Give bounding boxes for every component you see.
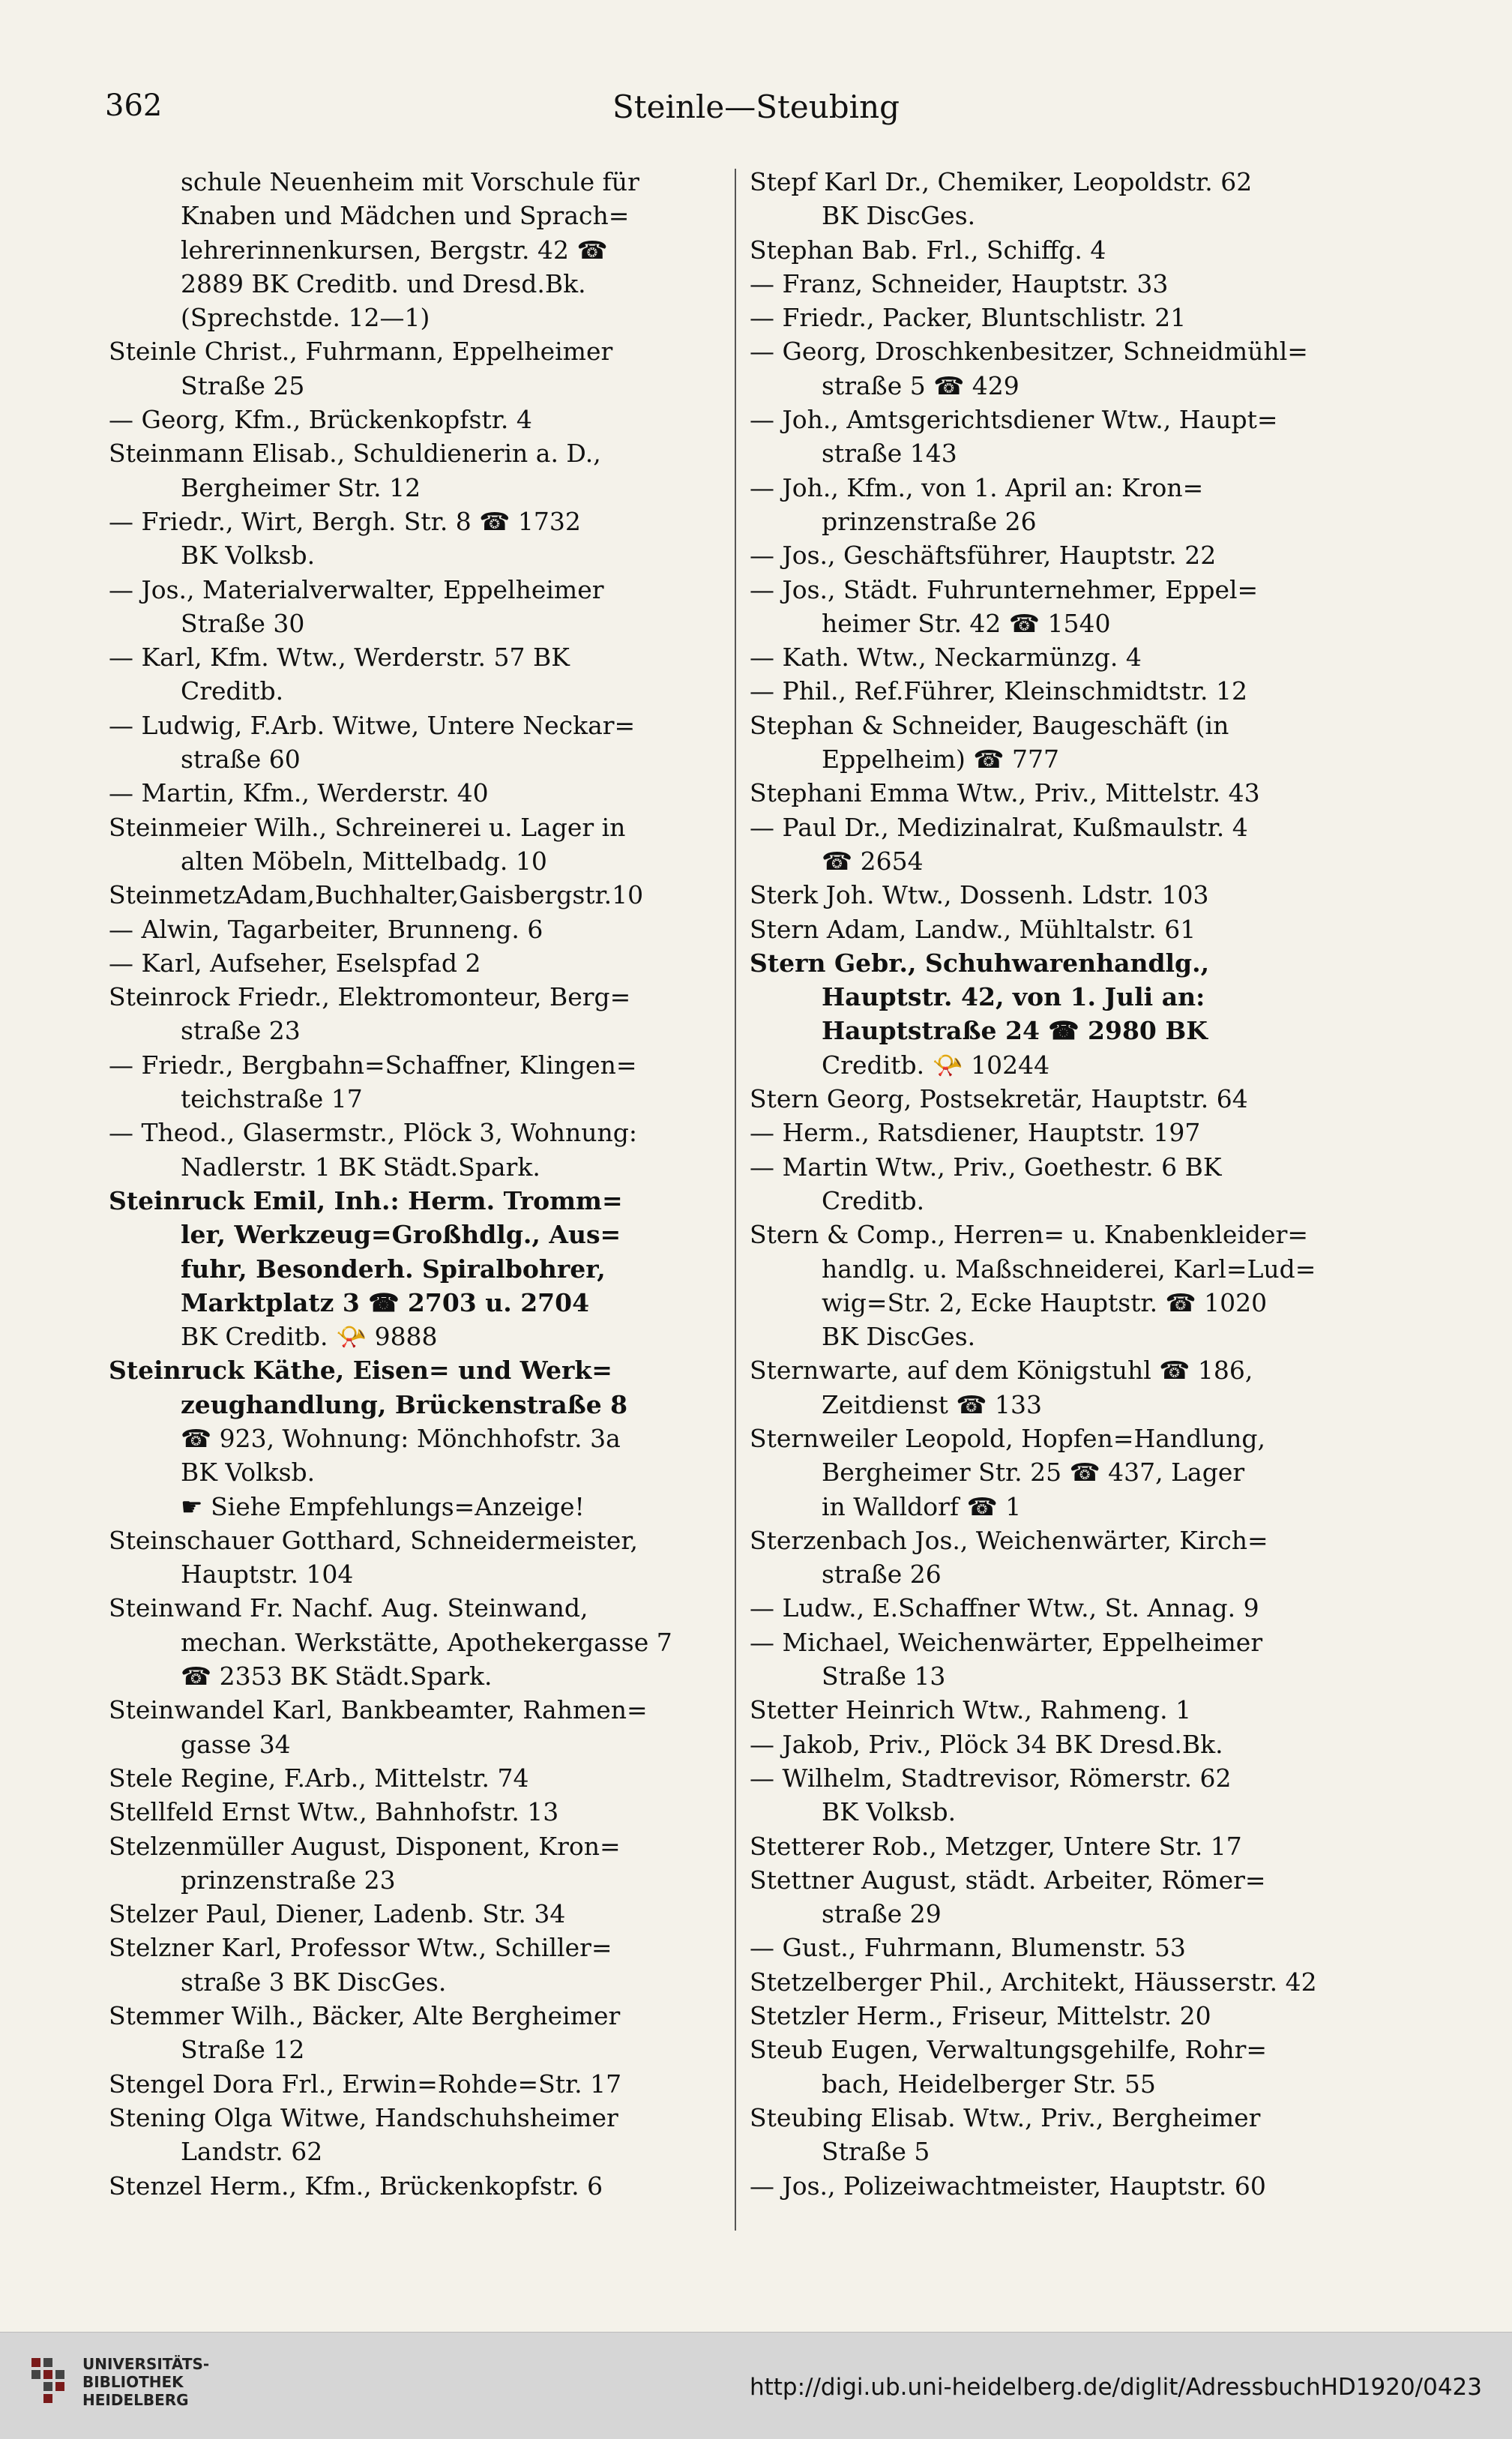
directory-line: Stephan Bab. Frl., Schiffg. 4	[750, 235, 1106, 265]
directory-line: Nadlerstr. 1 BK Städt.Spark.	[181, 1152, 540, 1182]
directory-line: Steinruck Käthe, Eisen= und Werk=	[109, 1356, 612, 1386]
directory-line: Stepf Karl Dr., Chemiker, Leopoldstr. 62	[750, 167, 1253, 196]
directory-line: ler, Werkzeug=Großhdlg., Aus=	[181, 1220, 621, 1250]
directory-line: Hauptstr. 104	[181, 1560, 354, 1590]
directory-line: — Jos., Materialverwalter, Eppelheimer	[109, 574, 604, 604]
directory-line: straße 143	[822, 439, 957, 469]
directory-line: Eppelheim) ☎ 777	[822, 745, 1059, 775]
directory-line: BK Creditb. 📯 9888	[181, 1322, 438, 1352]
directory-line: wig=Str. 2, Ecke Hauptstr. ☎ 1020	[822, 1287, 1268, 1317]
directory-line: — Jakob, Priv., Plöck 34 BK Dresd.Bk.	[750, 1729, 1223, 1759]
directory-line: Steubing Elisab. Wtw., Priv., Bergheimer	[750, 2102, 1261, 2132]
directory-line: — Ludw., E.Schaffner Wtw., St. Annag. 9	[750, 1593, 1259, 1623]
directory-line: BK DiscGes.	[822, 1322, 976, 1352]
directory-line: Steub Eugen, Verwaltungsgehilfe, Rohr=	[750, 2035, 1268, 2065]
directory-line: — Friedr., Bergbahn=Schaffner, Klingen=	[109, 1050, 637, 1080]
directory-line: — Gust., Fuhrmann, Blumenstr. 53	[750, 1933, 1186, 1963]
directory-line: mechan. Werkstätte, Apothekergasse 7	[181, 1627, 672, 1657]
directory-line: — Paul Dr., Medizinalrat, Kußmaulstr. 4	[750, 812, 1248, 842]
directory-line: ☎ 2353 BK Städt.Spark.	[181, 1661, 493, 1691]
directory-line: — Michael, Weichenwärter, Eppelheimer	[750, 1627, 1263, 1657]
directory-line: ☎ 923, Wohnung: Mönchhofstr. 3a	[181, 1423, 621, 1453]
directory-line: Zeitdienst ☎ 133	[822, 1389, 1043, 1419]
directory-line: Creditb. 📯 10244	[822, 1050, 1050, 1080]
directory-line: BK Volksb.	[822, 1797, 957, 1827]
directory-line: Stele Regine, F.Arb., Mittelstr. 74	[109, 1763, 529, 1793]
directory-line: ☎ 2654	[822, 846, 924, 876]
directory-line: Creditb.	[181, 676, 284, 706]
directory-line: Steinwandel Karl, Bankbeamter, Rahmen=	[109, 1695, 648, 1725]
directory-line: Sternwarte, auf dem Königstuhl ☎ 186,	[750, 1356, 1253, 1386]
directory-line: Marktplatz 3 ☎ 2703 u. 2704	[181, 1287, 590, 1317]
directory-line: Sterzenbach Jos., Weichenwärter, Kirch=	[750, 1525, 1268, 1555]
directory-line: gasse 34	[181, 1729, 291, 1759]
directory-line: Hauptstr. 42, von 1. Juli an:	[822, 982, 1205, 1012]
directory-line: heimer Str. 42 ☎ 1540	[822, 608, 1111, 638]
directory-line: Landstr. 62	[181, 2137, 323, 2167]
directory-line: — Jos., Polizeiwachtmeister, Hauptstr. 60	[750, 2171, 1266, 2201]
directory-line: straße 26	[822, 1560, 942, 1590]
directory-line: 2889 BK Creditb. und Dresd.Bk.	[181, 268, 586, 298]
directory-line: — Wilhelm, Stadtrevisor, Römerstr. 62	[750, 1763, 1232, 1793]
library-name-line: UNIVERSITÄTS-	[82, 2355, 210, 2373]
directory-line: — Jos., Städt. Fuhrunternehmer, Eppel=	[750, 574, 1259, 604]
left-column	[109, 165, 729, 2203]
directory-line: Straße 25	[181, 370, 305, 400]
directory-line: Stettner August, städt. Arbeiter, Römer=	[750, 1865, 1266, 1895]
running-title: Steinle—Steubing	[612, 88, 900, 125]
directory-line: Stengel Dora Frl., Erwin=Rohde=Str. 17	[109, 2069, 622, 2099]
directory-line: Stern Georg, Postsekretär, Hauptstr. 64	[750, 1084, 1248, 1114]
directory-line: lehrerinnenkursen, Bergstr. 42 ☎	[181, 235, 608, 265]
directory-line: BK Volksb.	[181, 1458, 316, 1488]
directory-line: — Phil., Ref.Führer, Kleinschmidtstr. 12	[750, 676, 1248, 706]
source-url-link[interactable]: http://digi.ub.uni-heidelberg.de/diglit/AdressbuchHD1920/0423	[749, 2374, 1482, 2401]
directory-line: Steinschauer Gotthard, Schneidermeister,	[109, 1525, 639, 1555]
directory-line: in Walldorf ☎ 1	[822, 1491, 1022, 1521]
directory-line: Straße 30	[181, 608, 305, 638]
directory-line: Steinrock Friedr., Elektromonteur, Berg=	[109, 982, 631, 1012]
directory-line: Steinle Christ., Fuhrmann, Eppelheimer	[109, 337, 613, 367]
directory-line: straße 3 BK DiscGes.	[181, 1967, 447, 1997]
directory-line: — Friedr., Wirt, Bergh. Str. 8 ☎ 1732	[109, 506, 581, 536]
directory-line: Stephani Emma Wtw., Priv., Mittelstr. 43	[750, 778, 1260, 808]
directory-line: Stephan & Schneider, Baugeschäft (in	[750, 710, 1229, 740]
directory-line: — Kath. Wtw., Neckarmünzg. 4	[750, 643, 1142, 673]
directory-line: Steinmeier Wilh., Schreinerei u. Lager in	[109, 812, 626, 842]
directory-line: — Georg, Droschkenbesitzer, Schneidmühl=	[750, 337, 1308, 367]
directory-line: Stemmer Wilh., Bäcker, Alte Bergheimer	[109, 2001, 621, 2031]
library-name-line: BIBLIOTHEK	[82, 2373, 184, 2391]
column-divider	[735, 169, 736, 2231]
directory-line: — Alwin, Tagarbeiter, Brunneng. 6	[109, 914, 543, 944]
directory-line: Bergheimer Str. 25 ☎ 437, Lager	[822, 1458, 1245, 1488]
directory-line: Stelzer Paul, Diener, Ladenb. Str. 34	[109, 1899, 566, 1929]
university-library-logo-icon	[30, 2355, 73, 2409]
directory-line: Stelzenmüller August, Disponent, Kron=	[109, 1831, 621, 1861]
footer-bar	[0, 2332, 1512, 2439]
directory-line: BK DiscGes.	[822, 201, 976, 231]
directory-line: Hauptstraße 24 ☎ 2980 BK	[822, 1016, 1208, 1046]
directory-line: Stern Gebr., Schuhwarenhandlg.,	[750, 948, 1210, 978]
directory-line: Straße 12	[181, 2035, 305, 2065]
directory-line: Stetzelberger Phil., Architekt, Häusserstr. 42	[750, 1967, 1317, 1997]
directory-line: Stetter Heinrich Wtw., Rahmeng. 1	[750, 1695, 1192, 1725]
directory-line: Sternweiler Leopold, Hopfen=Handlung,	[750, 1423, 1265, 1453]
directory-line: straße 29	[822, 1899, 942, 1929]
directory-line: Stern & Comp., Herren= u. Knabenkleider=	[750, 1220, 1308, 1250]
directory-line: Steinruck Emil, Inh.: Herm. Tromm=	[109, 1185, 623, 1215]
directory-line: bach, Heidelberger Str. 55	[822, 2069, 1156, 2099]
directory-line: — Karl, Aufseher, Eselspfad 2	[109, 948, 481, 978]
directory-line: Creditb.	[822, 1185, 925, 1215]
directory-line: alten Möbeln, Mittelbadg. 10	[181, 846, 547, 876]
directory-line: zeughandlung, Brückenstraße 8	[181, 1389, 628, 1419]
directory-line: BK Volksb.	[181, 541, 316, 571]
directory-line: Steinwand Fr. Nachf. Aug. Steinwand,	[109, 1593, 588, 1623]
directory-line: — Jos., Geschäftsführer, Hauptstr. 22	[750, 541, 1217, 571]
directory-line: Knaben und Mädchen und Sprach=	[181, 201, 630, 231]
right-column	[750, 165, 1370, 2203]
page-header	[0, 88, 1512, 133]
directory-line: — Herm., Ratsdiener, Hauptstr. 197	[750, 1118, 1201, 1148]
directory-line: — Ludwig, F.Arb. Witwe, Untere Neckar=	[109, 710, 636, 740]
directory-line: Sterk Joh. Wtw., Dossenh. Ldstr. 103	[750, 880, 1209, 910]
directory-line: — Theod., Glasermstr., Plöck 3, Wohnung:	[109, 1118, 638, 1148]
directory-line: handlg. u. Maßschneiderei, Karl=Lud=	[822, 1254, 1316, 1284]
directory-line: Stetterer Rob., Metzger, Untere Str. 17	[750, 1831, 1242, 1861]
directory-line: straße 5 ☎ 429	[822, 370, 1019, 400]
directory-line: Stenzel Herm., Kfm., Brückenkopfstr. 6	[109, 2171, 603, 2201]
library-name	[82, 2355, 209, 2409]
directory-line: — Georg, Kfm., Brückenkopfstr. 4	[109, 405, 532, 435]
directory-line: schule Neuenheim mit Vorschule für	[181, 167, 639, 196]
library-name-line: HEIDELBERG	[82, 2391, 189, 2409]
directory-line: ☛ Siehe Empfehlungs=Anzeige!	[181, 1491, 585, 1521]
directory-line: Stelzner Karl, Professor Wtw., Schiller=	[109, 1933, 612, 1963]
directory-line: prinzenstraße 23	[181, 1865, 396, 1895]
directory-line: — Karl, Kfm. Wtw., Werderstr. 57 BK	[109, 643, 570, 673]
directory-line: fuhr, Besonderh. Spiralbohrer,	[181, 1254, 606, 1284]
directory-line: Straße 5	[822, 2137, 930, 2167]
directory-line: — Friedr., Packer, Bluntschlistr. 21	[750, 303, 1187, 333]
directory-line: — Franz, Schneider, Hauptstr. 33	[750, 268, 1169, 298]
directory-line: SteinmetzAdam,Buchhalter,Gaisbergstr.10	[109, 880, 644, 910]
directory-line: straße 60	[181, 745, 301, 775]
directory-line: Stetzler Herm., Friseur, Mittelstr. 20	[750, 2001, 1211, 2031]
directory-line: Stening Olga Witwe, Handschuhsheimer	[109, 2102, 618, 2132]
directory-line: prinzenstraße 26	[822, 506, 1037, 536]
directory-line: (Sprechstde. 12—1)	[181, 303, 430, 333]
directory-line: Bergheimer Str. 12	[181, 472, 421, 502]
directory-line: Straße 13	[822, 1661, 946, 1691]
directory-line: — Martin, Kfm., Werderstr. 40	[109, 778, 489, 808]
directory-line: teichstraße 17	[181, 1084, 363, 1114]
directory-line: Stellfeld Ernst Wtw., Bahnhofstr. 13	[109, 1797, 559, 1827]
page-number: 362	[105, 88, 163, 123]
directory-line: Stern Adam, Landw., Mühltalstr. 61	[750, 914, 1196, 944]
directory-line: — Martin Wtw., Priv., Goethestr. 6 BK	[750, 1152, 1222, 1182]
directory-line: straße 23	[181, 1016, 301, 1046]
directory-line: — Joh., Amtsgerichtsdiener Wtw., Haupt=	[750, 405, 1278, 435]
directory-line: Steinmann Elisab., Schuldienerin a. D.,	[109, 439, 601, 469]
directory-line: — Joh., Kfm., von 1. April an: Kron=	[750, 472, 1204, 502]
